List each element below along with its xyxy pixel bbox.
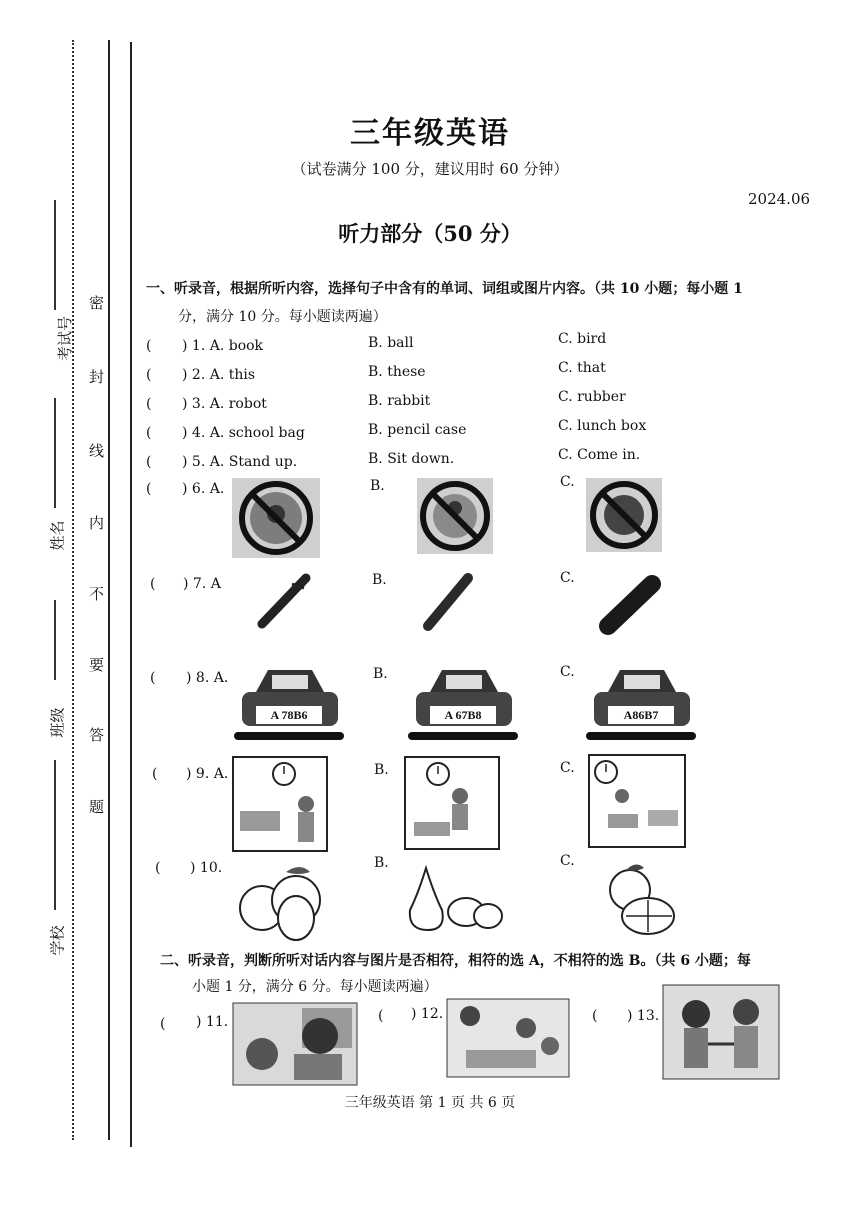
- kids-table-picture: [446, 998, 570, 1078]
- seal-char: 不: [89, 585, 105, 603]
- crayon-picture: [594, 570, 664, 640]
- question-4-option-b: B. pencil case: [368, 422, 467, 438]
- car-picture-c: [586, 662, 696, 742]
- seal-char: 答: [89, 726, 105, 744]
- question-3-option-b: B. rabbit: [368, 393, 431, 409]
- binding-line: [108, 40, 110, 1140]
- girls-holding-hands-picture: [662, 984, 780, 1080]
- class-line: [54, 600, 56, 680]
- question-10-option-b-label: B.: [374, 855, 389, 871]
- pears-picture: [404, 864, 504, 932]
- question-3: ) 3. A. robot: [182, 396, 267, 412]
- reading-scene-picture: [232, 1002, 358, 1086]
- page-footer: 三年级英语 第 1 页 共 6 页: [344, 1095, 516, 1111]
- name-line: [54, 398, 56, 508]
- question-7-option-b-label: B.: [372, 572, 387, 588]
- license-plate: A 78B6: [256, 706, 322, 724]
- question-4: ) 4. A. school bag: [182, 425, 305, 441]
- answer-paren: (: [150, 670, 156, 686]
- section1-instruction: 一、听录音，根据所听内容，选择句子中含有的单词、词组或图片内容。（共 10 小题；每小题 1: [146, 281, 743, 297]
- apples-picture: [236, 858, 328, 944]
- question-1-option-b: B. ball: [368, 335, 414, 351]
- question-1: ) 1. A. book: [182, 338, 264, 354]
- license-plate: A 67B8: [430, 706, 496, 724]
- question-12: ) 12.: [411, 1006, 444, 1022]
- part-title: 听力部分（50 分）: [338, 221, 522, 246]
- oranges-picture: [596, 858, 682, 938]
- seal-char: 内: [89, 514, 105, 532]
- question-11: ) 11.: [196, 1014, 229, 1030]
- no-eating-sign-picture: [586, 478, 662, 552]
- seal-char: 线: [89, 442, 105, 460]
- question-2: ) 2. A. this: [182, 367, 256, 383]
- license-plate: A86B7: [608, 706, 674, 724]
- answer-paren: (: [146, 425, 152, 441]
- question-6-option-b-label: B.: [370, 478, 385, 494]
- question-7-option-c-label: C.: [560, 570, 575, 586]
- section1-instruction-cont: 分，满分 10 分。每小题读两遍）: [178, 309, 387, 325]
- question-13: ) 13.: [627, 1008, 660, 1024]
- binding-dotted-line: [72, 40, 74, 1140]
- section2-instruction-cont: 小题 1 分，满分 6 分。每小题读两遍）: [192, 979, 438, 995]
- answer-paren: (: [146, 396, 152, 412]
- question-5-option-b: B. Sit down.: [368, 451, 455, 467]
- question-6: ) 6. A.: [182, 481, 225, 497]
- seal-char: 封: [89, 368, 105, 386]
- school-label: 学校: [48, 925, 67, 956]
- classroom-scene-a-picture: [232, 756, 328, 852]
- answer-paren: (: [592, 1008, 598, 1024]
- answer-paren: (: [146, 454, 152, 470]
- answer-paren: (: [152, 766, 158, 782]
- answer-paren: (: [378, 1008, 384, 1024]
- seal-char: 题: [89, 798, 105, 816]
- answer-paren: (: [146, 338, 152, 354]
- question-8-option-b-label: B.: [373, 666, 388, 682]
- question-4-option-c: C. lunch box: [558, 418, 647, 434]
- marker-picture: [418, 570, 478, 634]
- page-subtitle: （试卷满分 100 分，建议用时 60 分钟）: [291, 160, 569, 178]
- question-10-option-c-label: C.: [560, 853, 575, 869]
- question-9-option-b-label: B.: [374, 762, 389, 778]
- question-9-option-c-label: C.: [560, 760, 575, 776]
- answer-paren: (: [155, 860, 161, 876]
- question-8: ) 8. A.: [186, 670, 229, 686]
- pen-picture: [252, 568, 316, 632]
- question-6-option-c-label: C.: [560, 474, 575, 490]
- seal-char: 密: [89, 294, 105, 312]
- classroom-scene-b-picture: [404, 756, 500, 850]
- question-1-option-c: C. bird: [558, 331, 607, 347]
- car-picture-b: [408, 662, 518, 742]
- exam-no-label: 考试号: [56, 315, 75, 362]
- no-shouting-sign-picture: [232, 478, 320, 558]
- question-2-option-c: C. that: [558, 360, 606, 376]
- answer-paren: (: [146, 367, 152, 383]
- exam-date: 2024.06: [748, 190, 811, 208]
- page-title: 三年级英语: [350, 116, 510, 151]
- question-7: ) 7. A: [183, 576, 221, 592]
- school-line: [54, 760, 56, 910]
- name-label: 姓名: [48, 520, 67, 551]
- question-2-option-b: B. these: [368, 364, 426, 380]
- no-running-sign-picture: [417, 478, 493, 554]
- car-picture-a: [234, 662, 344, 742]
- answer-paren: (: [150, 576, 156, 592]
- question-8-option-c-label: C.: [560, 664, 575, 680]
- section2-instruction: 二、听录音，判断所听对话内容与图片是否相符，相符的选 A，不相符的选 B。（共 6 小题；每: [160, 953, 751, 969]
- answer-paren: (: [146, 481, 152, 497]
- answer-paren: (: [160, 1016, 166, 1032]
- question-3-option-c: C. rubber: [558, 389, 626, 405]
- seal-char: 要: [89, 656, 105, 674]
- question-9: ) 9. A.: [186, 766, 229, 782]
- classroom-scene-c-picture: [588, 754, 686, 848]
- question-5: ) 5. A. Stand up.: [182, 454, 298, 470]
- class-label: 班级: [48, 707, 67, 738]
- exam-no-line: [54, 200, 56, 310]
- question-5-option-c: C. Come in.: [558, 447, 641, 463]
- question-10: ) 10.: [190, 860, 223, 876]
- margin-line: [130, 42, 132, 1147]
